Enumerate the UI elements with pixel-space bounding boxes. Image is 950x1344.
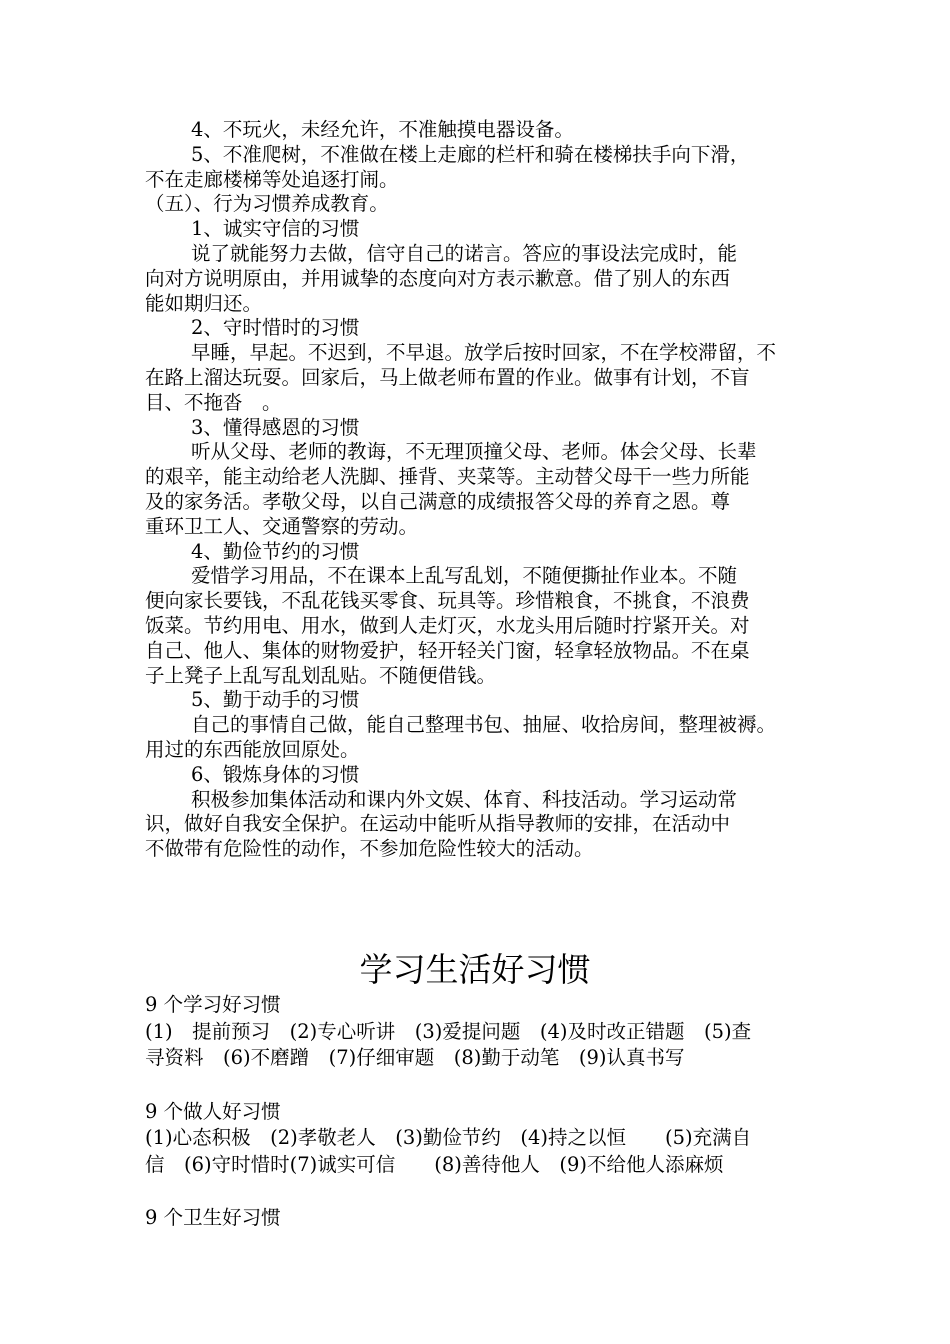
subheading: 2、守时惜时的习惯 <box>191 316 360 340</box>
study-habits-line: 寻资料 (6)不磨蹭 (7)仔细审题 (8)勤于动笔 (9)认真书写 <box>145 1046 685 1069</box>
paragraph-line: 4、不玩火，未经允许，不准触摸电器设备。 <box>191 118 574 141</box>
subheading: 6、锻炼身体的习惯 <box>191 762 360 786</box>
paragraph-line: 不在走廊楼梯等处追逐打闹。 <box>145 167 399 191</box>
conduct-habits-heading: 9 个做人好习惯 <box>145 1099 281 1123</box>
paragraph-line: 说了就能努力去做，信守自己的诺言。答应的事设法完成时，能 <box>191 241 738 265</box>
paragraph-line: 自己、他人、集体的财物爱护，轻开轻关门窗，轻拿轻放物品。不在桌 <box>145 638 750 662</box>
paragraph-line: 用过的东西能放回原处。 <box>145 737 360 761</box>
paragraph-line: 在路上溜达玩耍。回家后，马上做老师布置的作业。做事有计划，不盲 <box>145 365 750 389</box>
paragraph-line: 自己的事情自己做，能自己整理书包、抽屉、收拾房间，整理被褥。 <box>191 713 777 737</box>
spacer <box>145 1178 825 1205</box>
study-habits-line: (1) 提前预习 (2)专心听讲 (3)爱提问题 (4)及时改正错题 (5)查 <box>145 1019 752 1043</box>
habits-section <box>145 992 825 1232</box>
paragraph-line: 重环卫工人、交通警察的劳动。 <box>145 514 419 538</box>
conduct-habits-line: 信 (6)守时惜时(7)诚实可信 (8)善待他人 (9)不给他人添麻烦 <box>145 1152 724 1176</box>
study-habits-heading: 9 个学习好习惯 <box>145 993 281 1016</box>
paragraph-line: 识，做好自我安全保护。在运动中能听从指导教师的安排，在活动中 <box>145 812 731 836</box>
paragraph-line: 子上凳子上乱写乱划乱贴。不随便借钱。 <box>145 663 497 687</box>
section-heading: （五）、行为习惯养成教育。 <box>145 192 389 216</box>
paragraph-line: 早睡，早起。不迟到，不早退。放学后按时回家，不在学校滞留，不 <box>191 341 777 365</box>
paragraph-line: 向对方说明原由，并用诚挚的态度向对方表示歉意。借了别人的东西 <box>145 266 731 290</box>
subheading: 4、勤俭节约的习惯 <box>191 539 360 563</box>
paragraph-line: 积极参加集体活动和课内外文娱、体育、科技活动。学习运动常 <box>191 787 738 811</box>
paragraph-line: 爱惜学习用品，不在课本上乱写乱划，不随便撕扯作业本。不随 <box>191 564 738 588</box>
spacer <box>145 1072 825 1099</box>
paragraph-line: 听从父母、老师的教诲，不无理顶撞父母、老师。体会父母、长辈 <box>191 440 757 464</box>
paragraph-line: 目、不拖沓 。 <box>145 390 282 414</box>
paragraph-line: 及的家务活。孝敬父母，以自己满意的成绩报答父母的养育之恩。尊 <box>145 489 731 513</box>
paragraph-line: 饭菜。节约用电、用水，做到人走灯灭，水龙头用后随时拧紧开关。对 <box>145 613 750 637</box>
hygiene-habits-heading: 9 个卫生好习惯 <box>145 1206 281 1229</box>
paragraph-line: 不做带有危险性的动作，不参加危险性较大的活动。 <box>145 837 594 861</box>
subheading: 5、勤于动手的习惯 <box>191 688 360 712</box>
paragraph-line: 5、不准爬树，不准做在楼上走廊的栏杆和骑在楼梯扶手向下滑， <box>191 142 750 166</box>
subheading: 3、懂得感恩的习惯 <box>191 415 360 439</box>
page-title: 学习生活好习惯 <box>359 950 591 989</box>
paragraph-line: 便向家长要钱，不乱花钱买零食、玩具等。珍惜粮食，不挑食，不浪费 <box>145 589 750 613</box>
section1-body <box>145 118 825 862</box>
paragraph-line: 的艰辛，能主动给老人洗脚、捶背、夹菜等。主动替父母干一些力所能 <box>145 465 750 489</box>
conduct-habits-line: (1)心态积极 (2)孝敬老人 (3)勤俭节约 (4)持之以恒 (5)充满自 <box>145 1126 752 1149</box>
paragraph-line: 能如期归还。 <box>145 291 263 315</box>
subheading: 1、诚实守信的习惯 <box>191 217 360 241</box>
